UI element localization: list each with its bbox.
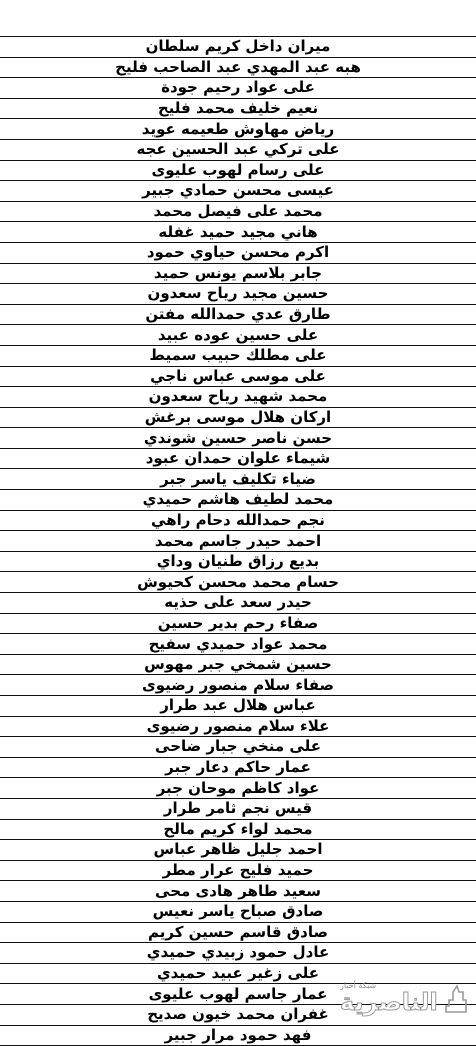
table-row bbox=[0, 242, 476, 263]
name-cell: محمد على فيصل محمد bbox=[0, 201, 476, 222]
table-row bbox=[0, 407, 476, 428]
name-cell: صادق قاسم حسين كريم bbox=[0, 922, 476, 943]
table-row bbox=[0, 1025, 476, 1046]
name-cell: على منخي جبار ضاحى bbox=[0, 737, 476, 758]
table-row bbox=[0, 181, 476, 202]
table-row bbox=[0, 840, 476, 861]
name-cell: حسام محمد محسن كحيوش bbox=[0, 572, 476, 593]
name-cell: نجم حمدالله دحام راهي bbox=[0, 510, 476, 531]
name-cell: غفران محمد خيون صديح bbox=[0, 1004, 476, 1025]
name-cell: على حسين عوده عبيد bbox=[0, 325, 476, 346]
name-cell: صادق صباح ياسر نعيس bbox=[0, 901, 476, 922]
name-cell: شيماء علوان حمدان عبود bbox=[0, 448, 476, 469]
table-row bbox=[0, 778, 476, 799]
table-row bbox=[0, 139, 476, 160]
name-cell: على مطلك حبيب سميط bbox=[0, 345, 476, 366]
table-row bbox=[0, 572, 476, 593]
name-cell: هبه عبد المهدي عبد الصاحب فليح bbox=[0, 57, 476, 78]
name-cell: احمد جليل ظاهر عباس bbox=[0, 840, 476, 861]
table-row bbox=[0, 901, 476, 922]
name-cell: بديع رزاق طنيان وداي bbox=[0, 551, 476, 572]
name-cell: اكرم محسن حياوي حمود bbox=[0, 242, 476, 263]
table-row bbox=[0, 819, 476, 840]
name-cell: على زغير عبيد حميدي bbox=[0, 963, 476, 984]
watermark-logo bbox=[340, 978, 472, 1018]
name-cell: عيسى محسن حمادي جبير bbox=[0, 181, 476, 202]
table-row bbox=[0, 37, 476, 58]
name-cell: محمد لطيف هاشم حميدي bbox=[0, 490, 476, 511]
watermark-big-text: الناصرية bbox=[340, 988, 438, 1016]
name-cell: محمد عواد حميدي سفيح bbox=[0, 634, 476, 655]
table-row bbox=[0, 490, 476, 511]
name-cell: صفاء سلام منصور رضيوى bbox=[0, 675, 476, 696]
table-row bbox=[0, 634, 476, 655]
name-cell: قيس نجم ثامر طرار bbox=[0, 798, 476, 819]
table-row bbox=[0, 160, 476, 181]
table-row bbox=[0, 654, 476, 675]
watermark-text bbox=[340, 982, 438, 1014]
name-cell: حسن ناصر حسين شوندي bbox=[0, 428, 476, 449]
table-row bbox=[0, 613, 476, 634]
name-cell: جابر بلاسم يونس حميد bbox=[0, 263, 476, 284]
name-cell: حميد فليح عرار مطر bbox=[0, 860, 476, 881]
name-cell: على رسام لهوب عليوى bbox=[0, 160, 476, 181]
table-row bbox=[0, 881, 476, 902]
table-row bbox=[0, 593, 476, 614]
name-cell: ضياء تكليف ياسر جبر bbox=[0, 469, 476, 490]
name-cell: عواد كاظم موحان جبر bbox=[0, 778, 476, 799]
name-cell: عمار حاكم دعار جبر bbox=[0, 757, 476, 778]
table-row bbox=[0, 860, 476, 881]
table-row bbox=[0, 119, 476, 140]
ziggurat-icon bbox=[442, 981, 470, 1015]
table-row bbox=[0, 448, 476, 469]
table-row bbox=[0, 263, 476, 284]
name-cell: ميران داخل كريم سلطان bbox=[0, 37, 476, 58]
names-sheet bbox=[0, 36, 476, 1046]
table-row bbox=[0, 696, 476, 717]
name-cell: احمد حيدر جاسم محمد bbox=[0, 531, 476, 552]
table-row bbox=[0, 201, 476, 222]
name-cell: محمد شهيد رياح سعدون bbox=[0, 387, 476, 408]
table-row bbox=[0, 737, 476, 758]
table-row bbox=[0, 757, 476, 778]
table-row bbox=[0, 366, 476, 387]
table-row bbox=[0, 469, 476, 490]
table-row bbox=[0, 78, 476, 99]
table-row bbox=[0, 943, 476, 964]
name-cell: حسين مجيد رياح سعدون bbox=[0, 284, 476, 305]
name-cell: عادل حمود زبيدي حميدي bbox=[0, 943, 476, 964]
name-cell: على عواد رحيم جودة bbox=[0, 78, 476, 99]
table-row bbox=[0, 798, 476, 819]
table-row bbox=[0, 716, 476, 737]
names-table bbox=[0, 36, 476, 1046]
name-cell: طارق عدي حمدالله مفتن bbox=[0, 304, 476, 325]
name-cell: سعيد طاهر هادى محى bbox=[0, 881, 476, 902]
table-row bbox=[0, 304, 476, 325]
name-cell: محمد لواء كريم مالح bbox=[0, 819, 476, 840]
table-row bbox=[0, 510, 476, 531]
table-row bbox=[0, 284, 476, 305]
name-cell: اركان هلال موسى برغش bbox=[0, 407, 476, 428]
table-row bbox=[0, 98, 476, 119]
watermark-small-text: شبكة أخبار bbox=[340, 981, 377, 990]
table-row bbox=[0, 531, 476, 552]
name-cell: على تركي عبد الحسين عجه bbox=[0, 139, 476, 160]
table-row bbox=[0, 57, 476, 78]
name-cell: رياض مهاوش طعيمه عويد bbox=[0, 119, 476, 140]
name-cell: هاني مجيد حميد غفله bbox=[0, 222, 476, 243]
table-row bbox=[0, 922, 476, 943]
table-row bbox=[0, 428, 476, 449]
name-cell: صفاء رحم بدير حسين bbox=[0, 613, 476, 634]
name-cell: على موسى عباس ناجي bbox=[0, 366, 476, 387]
table-row bbox=[0, 325, 476, 346]
table-row bbox=[0, 387, 476, 408]
name-cell: نعيم خليف محمد فليح bbox=[0, 98, 476, 119]
name-cell: فهد حمود مرار جبير bbox=[0, 1025, 476, 1046]
name-cell: عباس هلال عبد طرار bbox=[0, 696, 476, 717]
table-row bbox=[0, 675, 476, 696]
name-cell: علاء سلام منصور رضيوى bbox=[0, 716, 476, 737]
name-cell: حسين شمخي جبر مهوس bbox=[0, 654, 476, 675]
table-row bbox=[0, 551, 476, 572]
table-row bbox=[0, 222, 476, 243]
table-row bbox=[0, 345, 476, 366]
names-table-body bbox=[0, 37, 476, 1046]
name-cell: حيدر سعد على حذيه bbox=[0, 593, 476, 614]
name-cell: عمار جاسم لهوب عليوى bbox=[0, 984, 476, 1005]
